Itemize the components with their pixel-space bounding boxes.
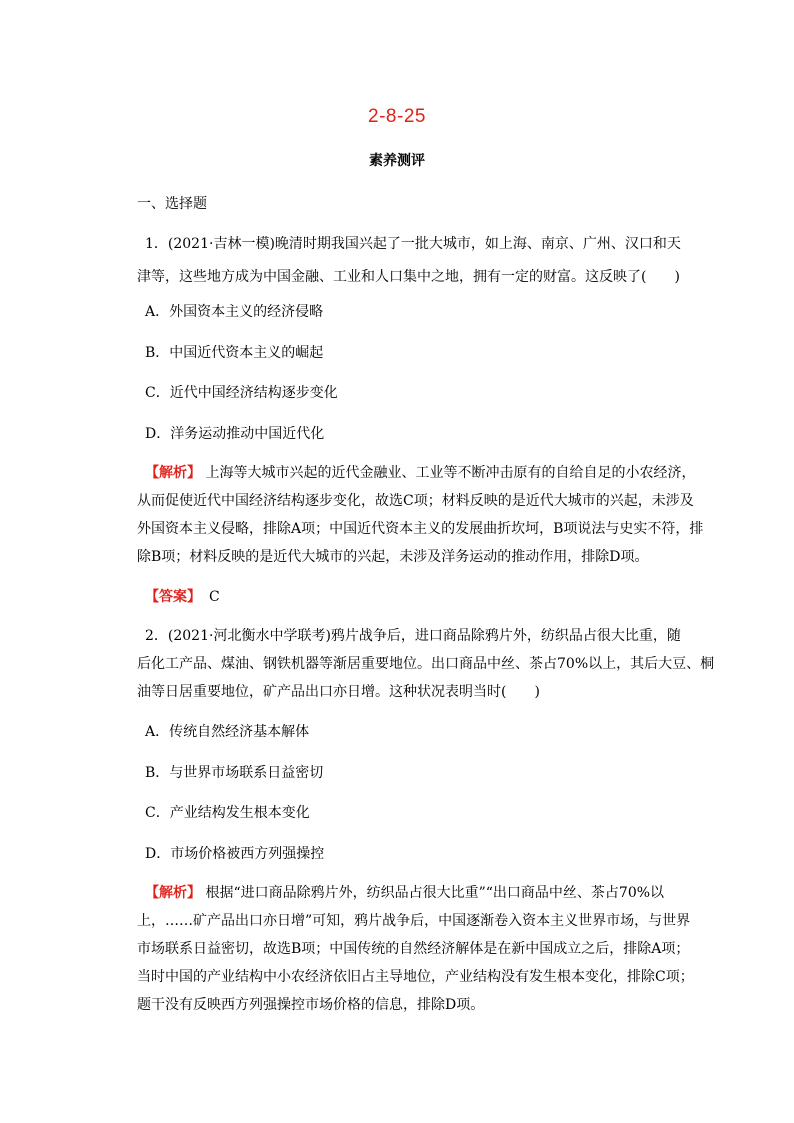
answer-value: C [209, 589, 220, 605]
question-2-stem-line-3: 油等日居重要地位，矿产品出口亦日增。这种状况表明当时( ) [137, 684, 540, 700]
question-2-analysis-line-3: 市场联系日益密切，故选B项；中国传统的自然经济解体是在新中国成立之后，排除A项； [137, 941, 690, 957]
question-2-stem-line-2: 后化工产品、煤油、钢铁机器等渐居重要地位。出口商品中丝、茶占70%以上，其后大豆、桐 [137, 656, 715, 672]
question-2-stem-line-1: 2．(2021·河北衡水中学联考)鸦片战争后，进口商品除鸦片外，纺织品占很大比重，随 [145, 628, 681, 644]
question-1-option-a: A．外国资本主义的经济侵略 [145, 304, 324, 320]
question-2-option-a: A．传统自然经济基本解体 [145, 724, 310, 740]
analysis-text: 根据“进口商品除鸦片外，纺织品占很大比重”“出口商品中丝、茶占70%以 [205, 885, 665, 901]
question-1-analysis-line-4: 除B项；材料反映的是近代大城市的兴起，未涉及洋务运动的推动作用，排除D项。 [137, 549, 649, 565]
question-1-analysis-line-1 [145, 462, 695, 482]
question-2-analysis-line-4: 当时中国的产业结构中小农经济依旧占主导地位，产业结构没有发生根本变化，排除C项； [137, 969, 694, 985]
question-1-answer [145, 586, 220, 606]
analysis-tag: 【解析】 [145, 885, 201, 901]
question-1-analysis-line-2: 从而促使近代中国经济结构逐步变化，故选C项；材料反映的是近代大城市的兴起，未涉及 [137, 493, 694, 509]
question-2-option-c: C．产业结构发生根本变化 [145, 805, 310, 821]
part-heading: 一、选择题 [137, 196, 207, 212]
question-2-analysis-line-5: 题干没有反映西方列强操控市场价格的信息，排除D项。 [137, 997, 485, 1013]
question-1-option-c: C．近代中国经济结构逐步变化 [145, 385, 338, 401]
question-1-stem-line-1: 1．(2021·吉林一模)晚清时期我国兴起了一批大城市，如上海、南京、广州、汉口和天 [145, 236, 681, 252]
document-code: 2-8-25 [368, 106, 426, 127]
question-1-option-b: B．中国近代资本主义的崛起 [145, 345, 324, 361]
question-2-option-b: B．与世界市场联系日益密切 [145, 765, 324, 781]
analysis-tag: 【解析】 [145, 465, 201, 481]
question-2-analysis-line-2: 上，……矿产品出口亦日增”可知，鸦片战争后，中国逐渐卷入资本主义世界市场，与世界 [137, 913, 691, 929]
analysis-text: 上海等大城市兴起的近代金融业、工业等不断冲击原有的自给自足的小农经济， [205, 465, 696, 481]
question-2-option-d: D．市场价格被西方列强操控 [145, 846, 325, 862]
question-1-analysis-line-3: 外国资本主义侵略，排除A项；中国近代资本主义的发展曲折坎坷，B项说法与史实不符，排 [137, 521, 704, 537]
question-1-stem-line-2: 津等，这些地方成为中国金融、工业和人口集中之地，拥有一定的财富。这反映了( ) [137, 269, 680, 285]
question-1-option-d: D．洋务运动推动中国近代化 [145, 426, 325, 442]
answer-tag: 【答案】 [145, 589, 201, 605]
section-title: 素养测评 [369, 153, 425, 169]
question-2-analysis-line-1 [145, 882, 664, 902]
